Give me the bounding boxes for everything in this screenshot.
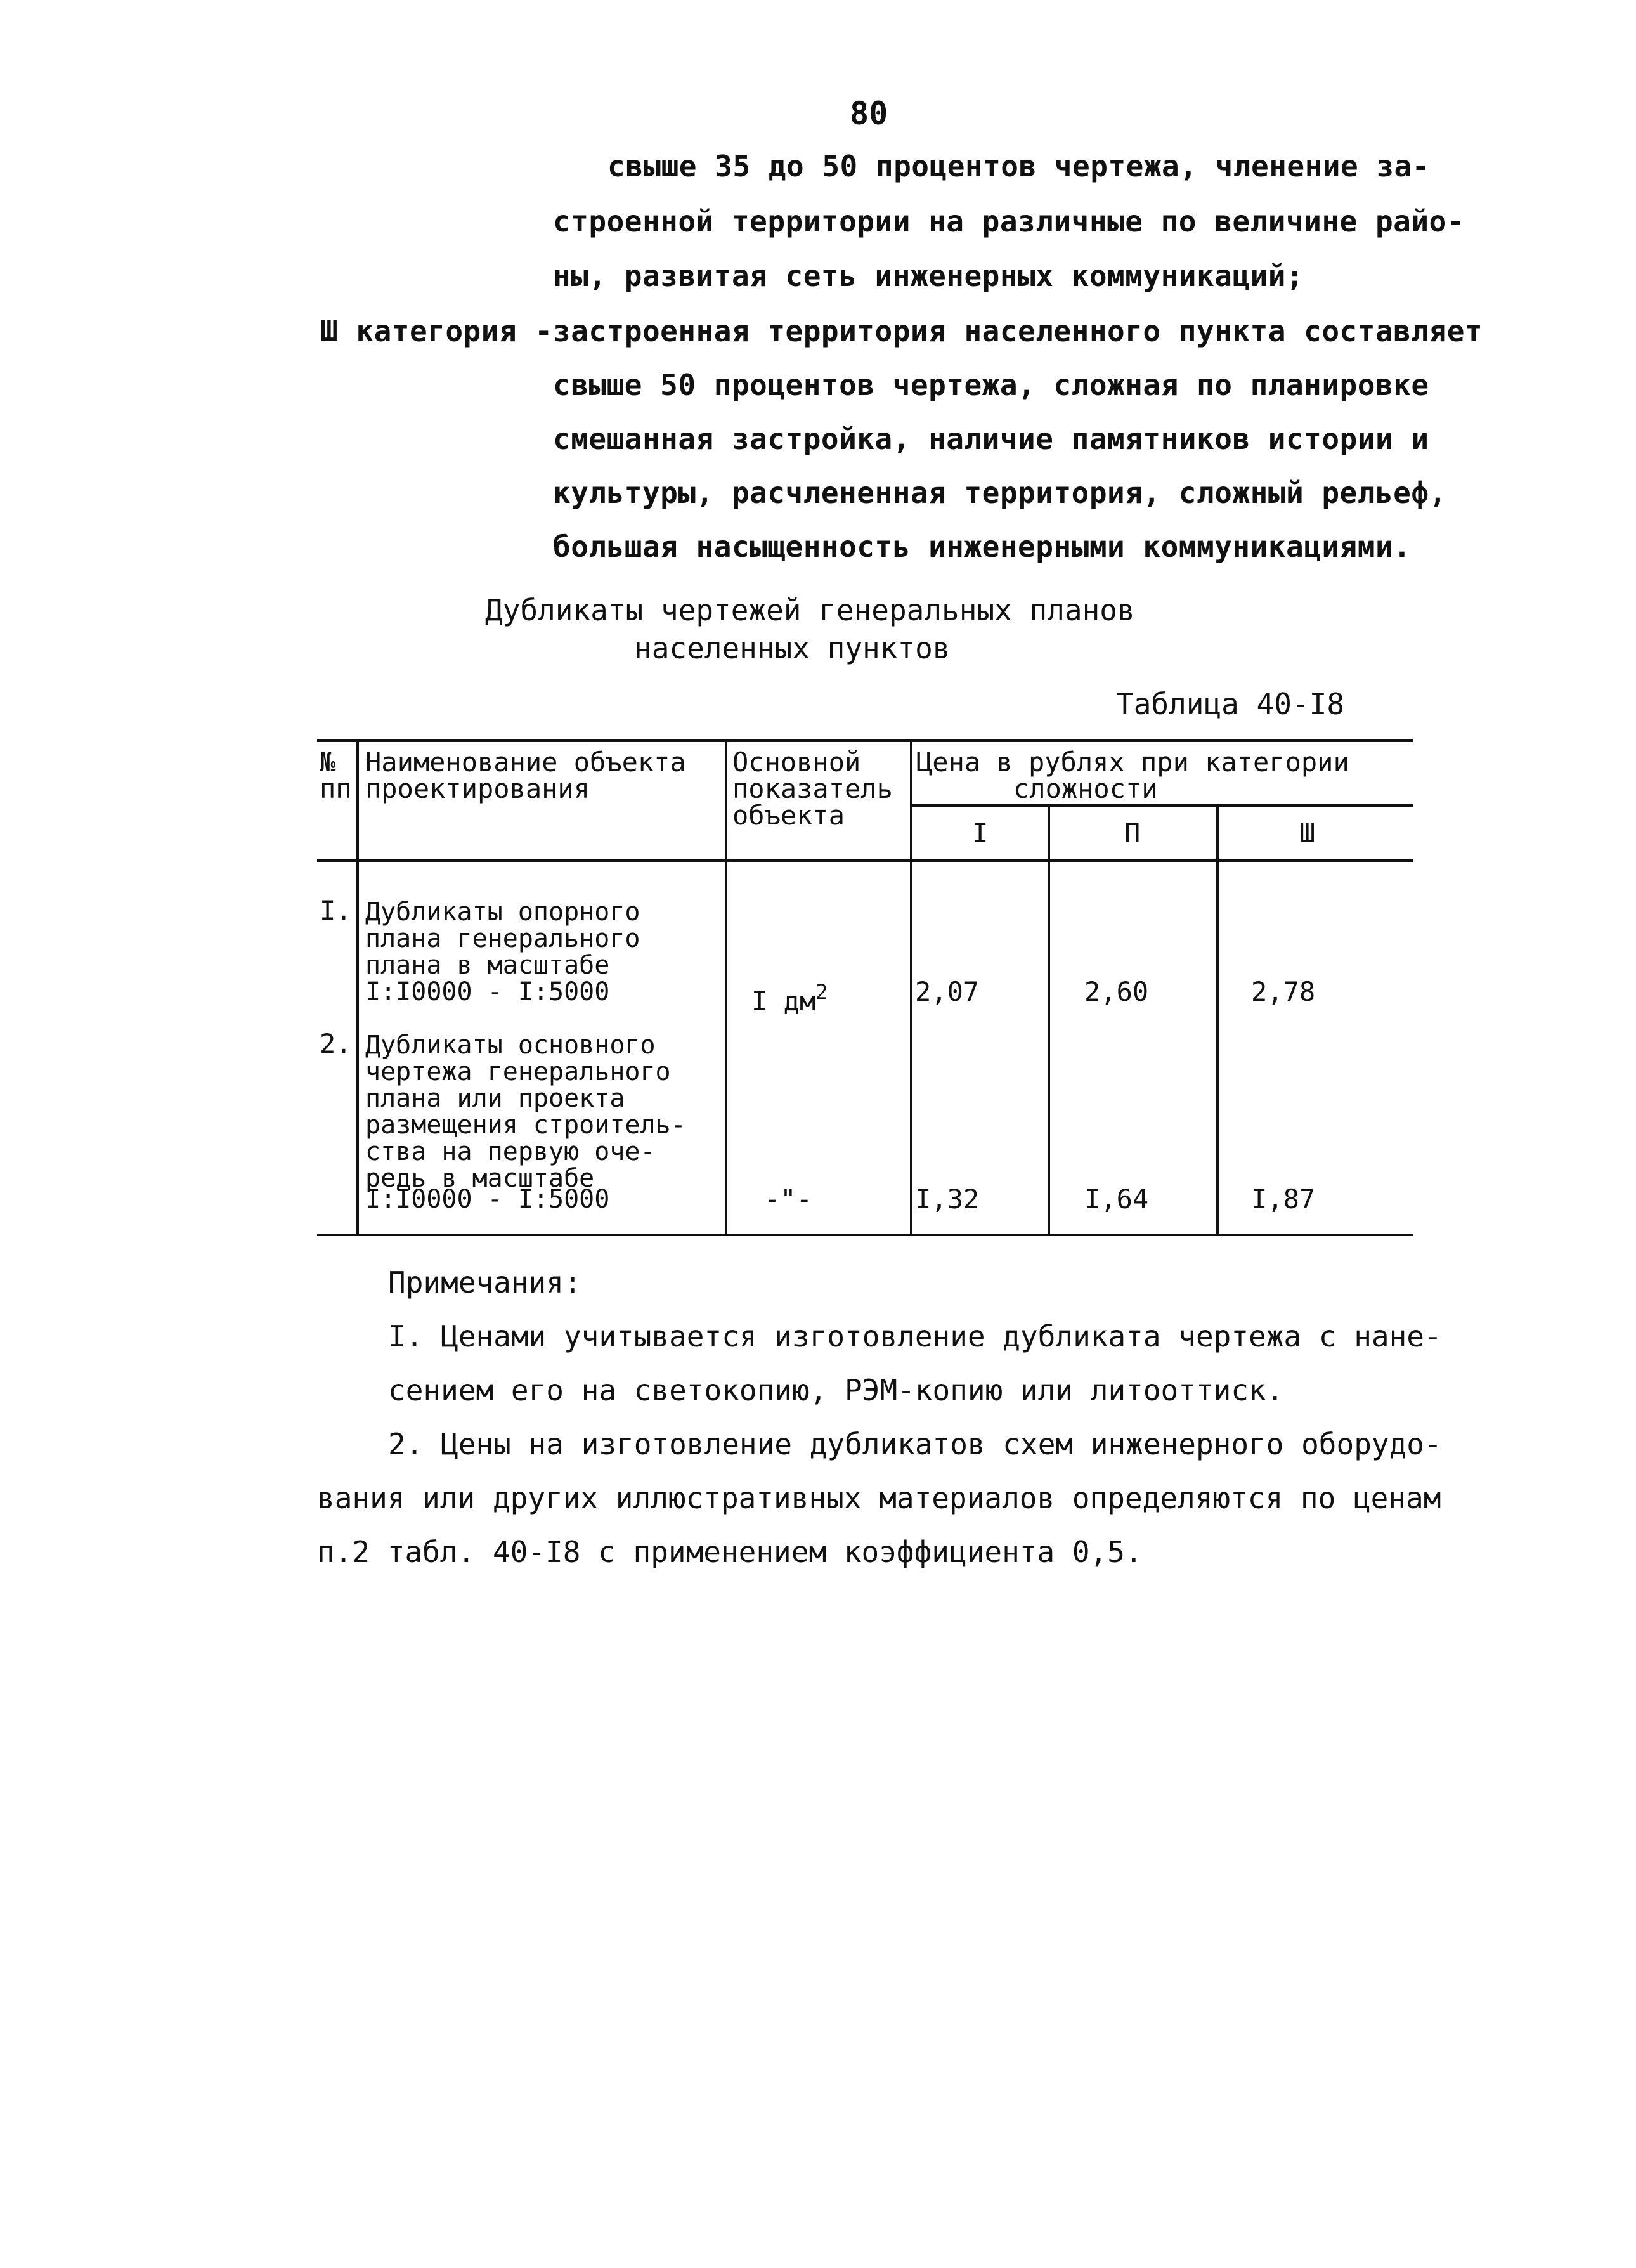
- header-category-3: Ш: [1299, 818, 1316, 849]
- header-category-1: I: [972, 818, 989, 849]
- row-2-indicator: -"-: [764, 1183, 812, 1215]
- header-name-line-2: проектирования: [365, 773, 590, 804]
- row-1-indicator-unit: I дм: [751, 986, 816, 1017]
- col-rule-2: [725, 739, 727, 1235]
- header-price-group-line-2: сложности: [1013, 773, 1158, 804]
- col-rule-4: [1048, 805, 1050, 1235]
- header-price-group-line-1: Цена в рублях при категории: [916, 746, 1349, 778]
- table-bottom-rule: [317, 1234, 1413, 1236]
- note-line-1: I. Ценами учитывается изготовление дубликата чертежа с нане-: [388, 1319, 1442, 1353]
- row-1-indicator: [751, 979, 828, 1015]
- row-2-name-line-5: ства на первую оче-: [365, 1137, 656, 1166]
- header-name-line-1: Наименование объекта: [365, 746, 686, 778]
- note-line-3: 2. Цены на изготовление дубликатов схем инженерного оборудо-: [388, 1427, 1442, 1461]
- header-num-line-2: пп: [320, 773, 352, 804]
- body-line-2: строенной территории на различные по величине райо-: [553, 204, 1465, 238]
- row-1-indicator-exponent: 2: [815, 980, 828, 1004]
- table-top-rule: [317, 739, 1413, 742]
- row-1-name-line-2: плана генерального: [365, 924, 640, 953]
- col-rule-3: [910, 739, 912, 1235]
- row-2-name-line-2: чертежа генерального: [365, 1057, 671, 1086]
- category-3-line-4: культуры, расчлененная территория, сложный рельеф,: [553, 476, 1447, 510]
- category-3-label: Ш категория -: [320, 314, 553, 348]
- row-1-name-line-1: Дубликаты опорного: [365, 897, 640, 927]
- row-2-category-1: I,32: [915, 1183, 980, 1215]
- row-1-category-3: 2,78: [1251, 976, 1316, 1007]
- category-3-line-1: застроенная территория населенного пункта составляет: [553, 314, 1483, 348]
- header-num-line-1: №: [320, 746, 336, 778]
- note-line-2: сением его на светокопию, РЭМ-копию или литооттиск.: [388, 1373, 1284, 1407]
- price-group-rule: [910, 804, 1413, 807]
- col-rule-1: [356, 739, 359, 1235]
- note-line-5: п.2 табл. 40-I8 с применением коэффициента 0,5.: [317, 1535, 1143, 1569]
- row-1-name-line-3: плана в масштабе: [365, 951, 610, 980]
- table-title-line-1: Дубликаты чертежей генеральных планов: [485, 593, 1135, 627]
- category-3-line-3: смешанная застройка, наличие памятников истории и: [553, 422, 1429, 456]
- row-1-name-line-4: I:I0000 - I:5000: [365, 977, 610, 1007]
- body-line-1: свыше 35 до 50 процентов чертежа, членение за-: [607, 149, 1430, 183]
- row-2-name-line-3: плана или проекта: [365, 1084, 625, 1113]
- notes-heading: Примечания:: [388, 1265, 581, 1300]
- price-table: [317, 739, 1413, 1240]
- header-indicator-line-2: показатель: [732, 773, 893, 804]
- row-1-category-1: 2,07: [915, 976, 980, 1007]
- row-2-category-3: I,87: [1251, 1183, 1316, 1215]
- page-number: 80: [850, 95, 888, 132]
- category-3-line-2: свыше 50 процентов чертежа, сложная по планировке: [553, 368, 1429, 402]
- row-2-name-line-7: I:I0000 - I:5000: [365, 1185, 610, 1214]
- row-1-num: I.: [320, 895, 352, 926]
- header-indicator-line-3: объекта: [732, 800, 845, 831]
- note-line-4: вания или других иллюстративных материалов определяются по ценам: [317, 1481, 1441, 1515]
- row-2-name-line-6: редь в масштабе: [365, 1164, 595, 1193]
- row-2-name-line-1: Дубликаты основного: [365, 1031, 656, 1060]
- body-line-3: ны, развитая сеть инженерных коммуникаций;: [553, 259, 1304, 293]
- category-3-line-5: большая насыщенность инженерными коммуникациями.: [553, 530, 1412, 564]
- row-2-name-line-4: размещения строитель-: [365, 1111, 686, 1140]
- header-indicator-line-1: Основной: [732, 746, 861, 778]
- row-2-num: 2.: [320, 1028, 352, 1059]
- table-number: Таблица 40-I8: [1116, 687, 1345, 721]
- header-category-2: П: [1124, 818, 1141, 849]
- row-1-category-2: 2,60: [1084, 976, 1149, 1007]
- row-2-category-2: I,64: [1084, 1183, 1149, 1215]
- table-title-line-2: населенных пунктов: [634, 631, 951, 665]
- header-bottom-rule: [317, 859, 1413, 862]
- col-rule-5: [1216, 805, 1219, 1235]
